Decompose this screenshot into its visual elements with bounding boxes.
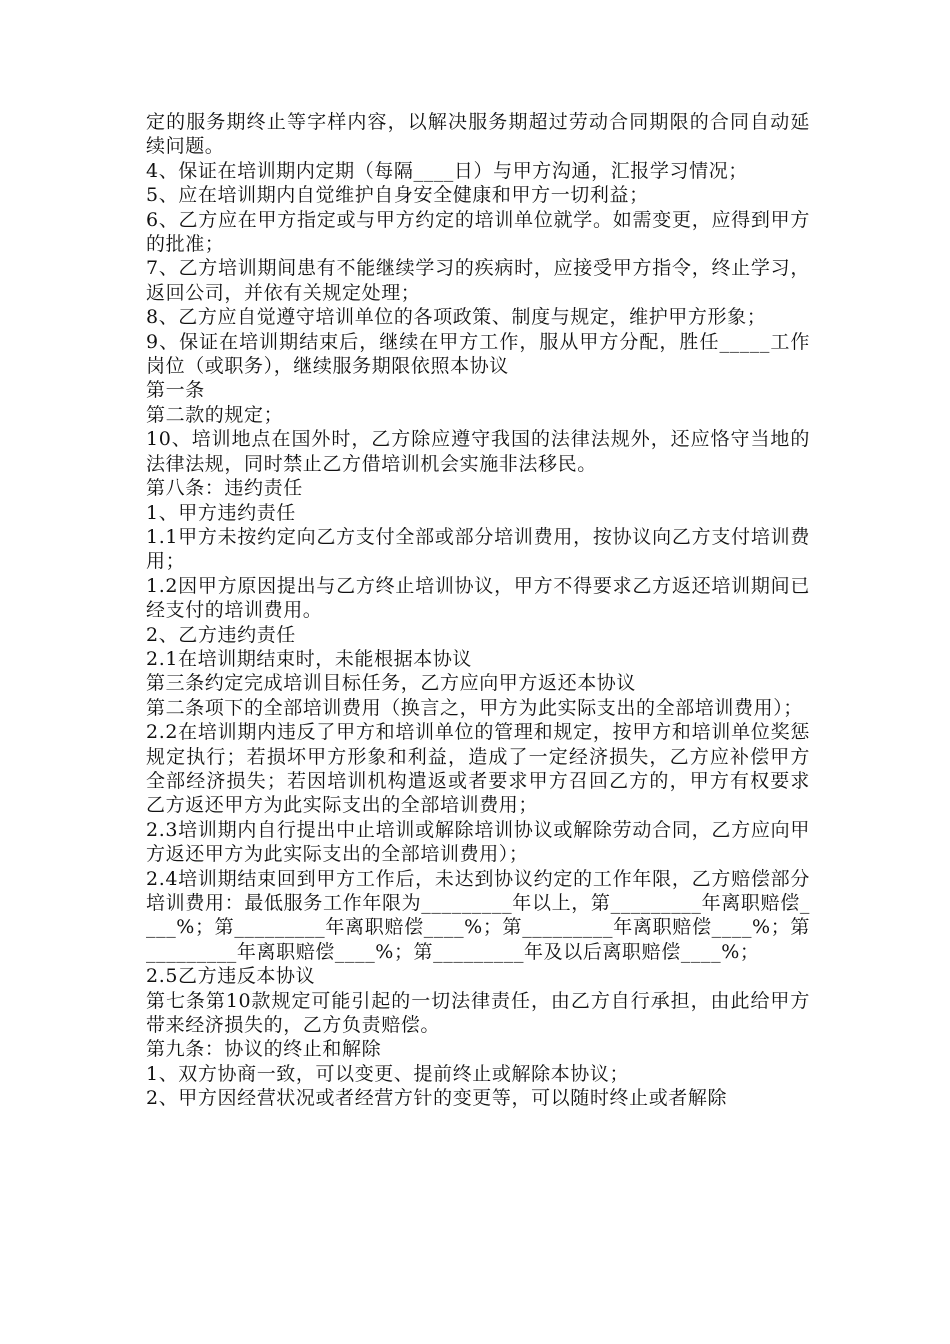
paragraph-item-10: 10、培训地点在国外时，乙方除应遵守我国的法律法规外，还应恪守当地的法律法规，同时禁止乙方借培训机会实施非法移民。: [146, 428, 810, 475]
paragraph-article-1-ref: 第一条: [146, 379, 205, 402]
paragraph-clause-2-1: 2.1在培训期结束时，未能根据本协议: [146, 647, 473, 670]
paragraph-clause-1-2: 1.2因甲方原因提出与乙方终止培训协议，甲方不得要求乙方返还培训期间已经支付的培训费用。: [146, 574, 810, 622]
paragraph-clause-2-4: 2.4培训期结束回到甲方工作后，未达到协议约定的工作年限，乙方赔偿部分培训费用：最低服务工作年限为_________年以上，第_________年离职赔偿____%；第_________年离职赔偿____%；第_________年离职赔偿____%；第_________年离职赔偿____%；第_________年及以后离职赔偿____%；: [146, 867, 810, 963]
heading-party-a-liability: 1、甲方违约责任: [146, 501, 296, 524]
paragraph-item-5: 5、应在培训期内自觉维护自身安全健康和甲方一切利益；: [146, 184, 649, 207]
paragraph-clause-2-ref: 第二款的规定；: [146, 403, 284, 426]
document-body: [146, 110, 810, 1111]
paragraph-item-7: 7、乙方培训期间患有不能继续学习的疾病时，应接受甲方指令，终止学习，返回公司，并依有关规定处理；: [146, 257, 810, 304]
paragraph-item-4: 4、保证在培训期内定期（每隔____日）与甲方沟通，汇报学习情况；: [146, 159, 748, 182]
paragraph-article-7-ref: 第七条第10款规定可能引起的一切法律责任，由乙方自行承担，由此给甲方带来经济损失的，乙方负责赔偿。: [146, 989, 810, 1037]
heading-article-9: 第九条：协议的终止和解除: [146, 1038, 382, 1061]
paragraph-item-9: 9、保证在培训期结束后，继续在甲方工作，服从甲方分配，胜任_____工作岗位（或职务），继续服务期限依照本协议: [146, 330, 810, 378]
paragraph-clause-2-2: 2.2在培训期内违反了甲方和培训单位的管理和规定，按甲方和培训单位奖惩规定执行；若损坏甲方形象和利益，造成了一定经济损失，乙方应补偿甲方全部经济损失；若因培训机构遣返或者要求甲方召回乙方的，甲方有权要求乙方返还甲方为此实际支出的全部培训费用；: [146, 721, 810, 817]
paragraph-service-period-continuation: 定的服务期终止等字样内容，以解决服务期超过劳动合同期限的合同自动延续问题。: [146, 111, 810, 158]
paragraph-item-6: 6、乙方应在甲方指定或与甲方约定的培训单位就学。如需变更，应得到甲方的批准；: [146, 208, 810, 256]
paragraph-article-3-ref: 第三条约定完成培训目标任务，乙方应向甲方返还本协议: [146, 672, 637, 695]
paragraph-item-8: 8、乙方应自觉遵守培训单位的各项政策、制度与规定，维护甲方形象；: [146, 306, 767, 329]
paragraph-clause-2-3: 2.3培训期内自行提出中止培训或解除培训协议或解除劳动合同，乙方应向甲方返还甲方为此实际支出的全部培训费用）；: [146, 818, 810, 866]
heading-party-b-liability: 2、乙方违约责任: [146, 623, 296, 646]
paragraph-clause-1-1: 1.1甲方未按约定向乙方支付全部或部分培训费用，按协议向乙方支付培训费用；: [146, 525, 810, 573]
paragraph-clause-2-5: 2.5乙方违反本协议: [146, 965, 316, 988]
paragraph-termination-2: 2、甲方因经营状况或者经营方针的变更等，可以随时终止或者解除: [146, 1087, 728, 1110]
paragraph-article-2-ref: 第二条项下的全部培训费用（换言之，甲方为此实际支出的全部培训费用）；: [146, 696, 803, 719]
paragraph-termination-1: 1、双方协商一致，可以变更、提前终止或解除本协议；: [146, 1062, 630, 1085]
heading-article-8: 第八条：违约责任: [146, 477, 303, 500]
